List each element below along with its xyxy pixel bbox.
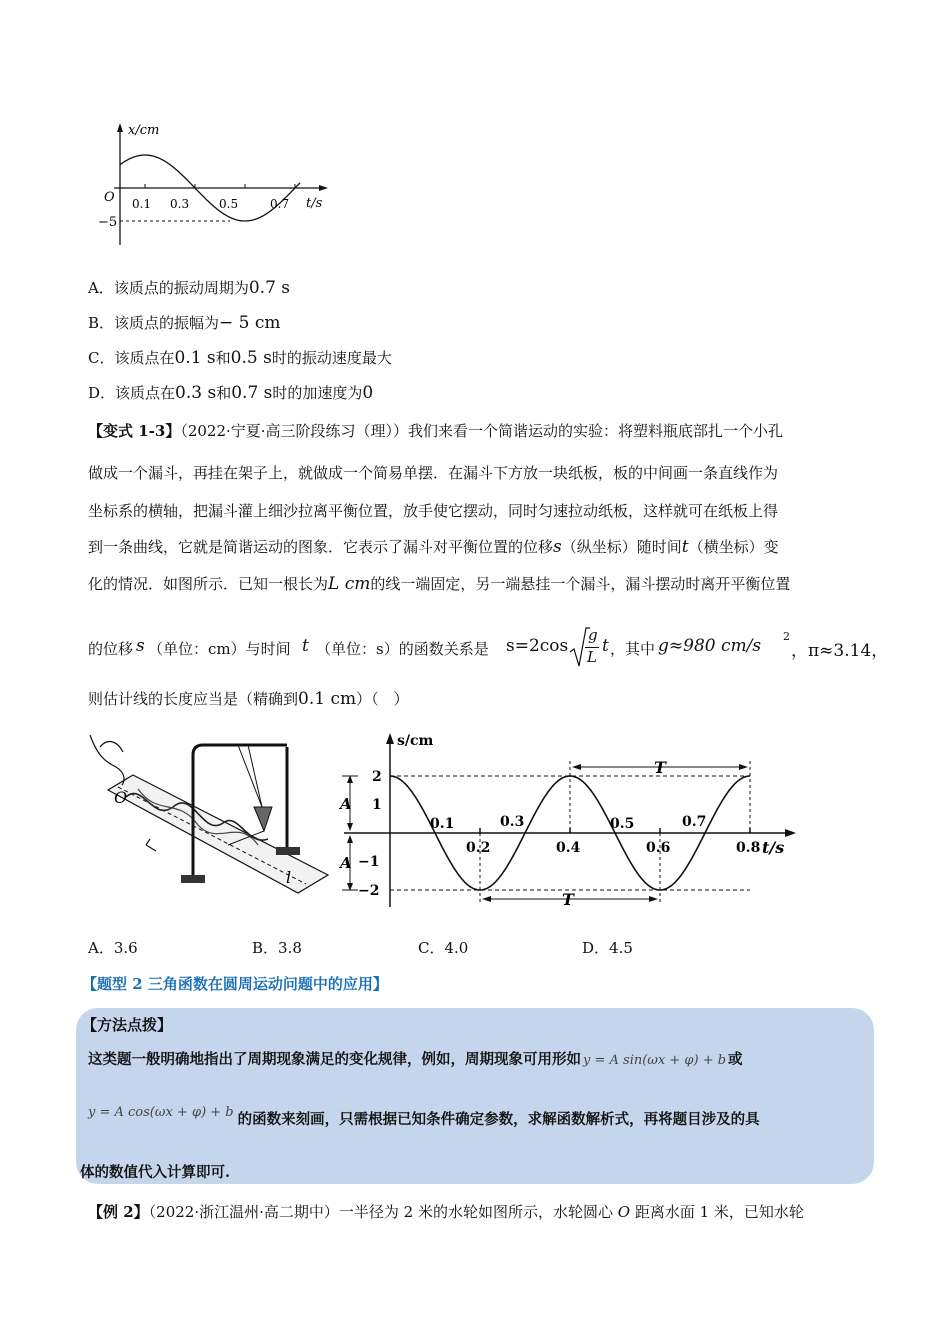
option-a: A．该质点的振动周期为0.7 s <box>88 278 291 298</box>
x-tick-bottom: 0.4 <box>556 840 581 856</box>
option-q2-d: D．4.5 <box>582 939 633 957</box>
x-tick-label: 0.3 <box>170 197 190 211</box>
amp-label-bottom: A <box>340 854 352 872</box>
x-tick-bottom: 0.2 <box>466 840 491 856</box>
formula: s=2cos <box>506 636 569 656</box>
hand-sketch <box>90 735 124 785</box>
x-tick-bottom: 0.6 <box>646 840 671 856</box>
option-q2-b: B．3.8 <box>252 939 302 957</box>
y-tick-minus5: −5 <box>98 215 118 230</box>
y-axis-arrow <box>117 123 123 132</box>
y-axis-arrow <box>386 733 394 744</box>
apparatus-label-l: l <box>286 868 292 887</box>
stand-base-right <box>276 847 300 855</box>
pull-arrow <box>146 839 156 851</box>
fraction-numerator: g <box>588 626 598 644</box>
y-tick-1: 1 <box>372 797 382 813</box>
formula-cos: y = A cos(ωx + φ) + b <box>88 1105 234 1120</box>
y-tick-2: 2 <box>372 769 382 785</box>
x-tick-label: 0.7 <box>270 197 290 211</box>
x-axis-label: t/s <box>306 196 323 211</box>
y-tick-neg2: −2 <box>358 883 380 899</box>
y-tick-neg1: −1 <box>358 854 380 870</box>
method-title: 【方法点拨】 <box>82 1016 173 1034</box>
option-b: B．该质点的振幅为− 5 cm <box>88 313 281 333</box>
option-c: C．该质点在0.1 s和0.5 s时的振动速度最大 <box>88 348 392 368</box>
x-axis-label: t/s <box>762 838 785 857</box>
variant-line-2: 做成一个漏斗，再挂在架子上，就做成一个简易单摆．在漏斗下方放一块纸板，板的中间画一条直线作为 <box>88 464 779 482</box>
y-axis-label: x/cm <box>128 123 160 138</box>
variant-line-4: 到一条曲线，它就是简谐运动的图象．它表示了漏斗对平衡位置的位移s（纵坐标）随时间t（横坐标）变 <box>88 537 779 557</box>
origin-label: O <box>104 190 115 205</box>
section-heading: 【题型 2 三角函数在圆周运动问题中的应用】 <box>82 975 388 993</box>
variant-line-6: 的位移 s （单位：cm）与时间 t （单位：s）的函数关系是 s=2cos g L t ，其中 g≈980 cm/s 2 ，π≈3.14， <box>88 626 863 670</box>
method-line-3: 体的数值代入计算即可. <box>80 1164 231 1181</box>
pendulum-apparatus-illustration <box>88 727 338 897</box>
option-q2-a: A．3.6 <box>88 939 138 957</box>
option-q2-c: C．4.0 <box>418 939 469 957</box>
x-tick-top: 0.7 <box>682 814 707 830</box>
variant-line-5: 化的情况．如图所示．已知一根长为L cm的线一端固定，另一端悬挂一个漏斗，漏斗摆动时离开平衡位置 <box>88 574 791 594</box>
variant-line-1: 【变式 1-3】（2022·宁夏·高三阶段练习（理））我们来看一个简谐运动的实验：将塑料瓶底部扎一个小孔 <box>88 422 784 440</box>
x-tick-bottom: 0.8 <box>736 840 761 856</box>
x-axis-arrow <box>785 829 796 837</box>
example-2: 【例 2】（2022·浙江温州·高二期中）一半径为 2 米的水轮如图所示，水轮圆心 O 距离水面 1 米，已知水轮 <box>88 1203 804 1221</box>
displacement-graph-1 <box>100 115 340 255</box>
x-tick-label: 0.1 <box>132 197 152 211</box>
formula-sin: y = A sin(ωx + φ) + b <box>583 1053 727 1068</box>
period-label-bottom: T <box>562 890 574 909</box>
x-axis-arrow <box>319 185 328 191</box>
period-label-top: T <box>654 758 666 777</box>
method-line-1: 这类题一般明确地指出了周期现象满足的变化规律，例如，周期现象可用形如 y = A sin(ωx + φ) + b 或 <box>88 1051 743 1068</box>
x-tick-top: 0.1 <box>430 816 455 832</box>
funnel <box>254 807 272 831</box>
y-axis-label: s/cm <box>397 733 434 749</box>
method-tip-box <box>76 1008 874 1184</box>
amp-label-top: A <box>340 795 352 813</box>
fraction-denominator: L <box>587 648 597 666</box>
x-tick-top: 0.3 <box>500 814 525 830</box>
stand-base-left <box>181 875 205 883</box>
variant-line-3: 坐标系的横轴，把漏斗灌上细沙拉离平衡位置，放手使它摆动，同时匀速拉动纸板，这样就可在纸板上得 <box>88 502 779 520</box>
x-tick-label: 0.5 <box>219 197 239 211</box>
option-d: D．该质点在0.3 s和0.7 s时的加速度为0 <box>88 383 374 403</box>
displacement-graph-2 <box>330 727 800 912</box>
x-tick-top: 0.5 <box>610 816 635 832</box>
variant-line-7: 则估计线的长度应当是（精确到0.1 cm）（ ） <box>88 689 409 709</box>
method-line-2: y = A cos(ωx + φ) + b 的函数来刻画，只需根据已知条件确定参数，求解函数解析式，再将题目涉及的具 <box>88 1105 760 1128</box>
apparatus-label-O: O <box>114 788 128 807</box>
